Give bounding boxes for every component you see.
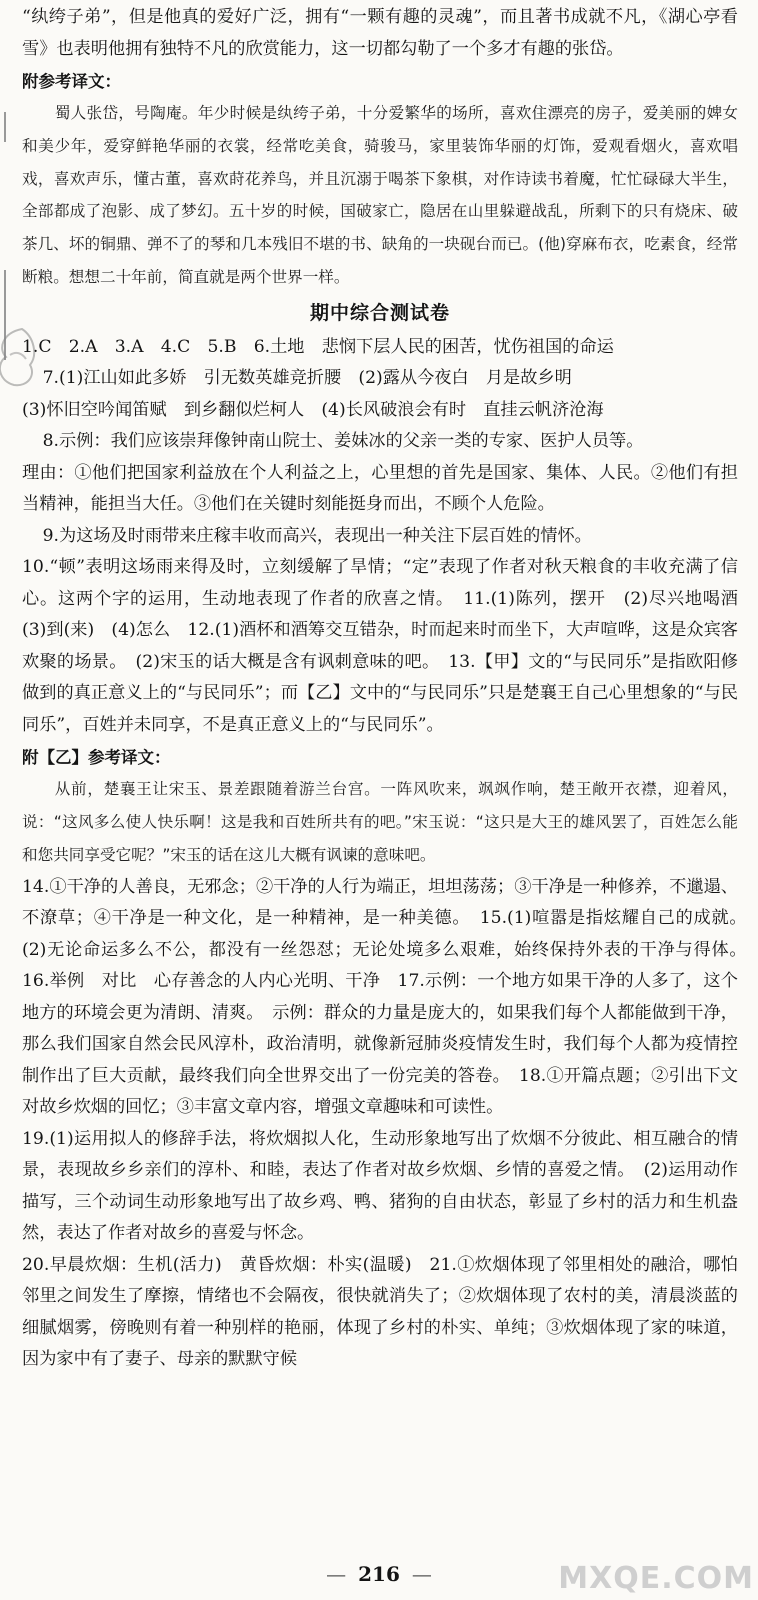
answer-19: 19.(1)运用拟人的修辞手法，将炊烟拟人化，生动形象地写出了炊烟不分彼此、相互融合的情景，表现故乡乡亲们的淳朴、和睦，表达了作者对故乡炊烟、乡情的喜爱之情。 (2)运用动作描写，三个动词生动形象地写出了故乡鸡、鸭、猪狗的自由状态，彰显了乡村的活力和生机盎然，表达了作者对故乡的喜爱与怀念。: [22, 1128, 738, 1244]
answer-8-reason: 理由：①他们把国家利益放在个人利益之上，心里想的首先是国家、集体、人民。②他们有担当精神，能担当大任。③他们在关键时刻能挺身而出，不顾个人危险。: [22, 462, 738, 515]
translation-heading: 附参考译文：: [22, 72, 121, 91]
answer-20-21: 20.早晨炊烟：生机(活力) 黄昏炊烟：朴实(温暖) 21.①炊烟体现了邻里相处的融洽，哪怕邻里之间发生了摩擦，情绪也不会隔夜，很快就消失了；②炊烟体现了农村的美，清晨淡蓝的细腻烟雾，傍晚则有着一种别样的艳丽，体现了乡村的朴实、单纯；③炊烟体现了家的味道，因为家中有了妻子、母亲的默默守候: [22, 1254, 738, 1370]
answer-14-18: 14.①干净的人善良，无邪念；②干净的人行为端正，坦坦荡荡；③干净是一种修养，不邋遢、不潦草；④干净是一种文化，是一种精神，是一种美德。 15.(1)喧嚣是指炫耀自己的成就。 (2)无论命运多么不公，都没有一丝怨怼；无论处境多么艰难，始终保持外表的干净与得体。 16.举例 对比 心存善念的人内心光明、干净 17.示例：一个地方如果干净的人多了，这个地方的环境会更为清朗、清爽。 示例：群众的力量是庞大的，如果我们每个人都能做到干净，那么我们国家自然会民风淳朴，政治清明，就像新冠肺炎疫情发生时，我们每个人都为疫情控制作出了巨大贡献，最终我们向全世界交出了一份完美的答卷。 18.①开篇点题；②引出下文对故乡炊烟的回忆；③丰富文章内容，增强文章趣味和可读性。: [22, 876, 756, 1118]
translation-text-1: 蜀人张岱，号陶庵。年少时候是纨绔子弟，十分爱繁华的场所，喜欢住漂亮的房子，爱美丽的婢女和美少年，爱穿鲜艳华丽的衣裳，经常吃美食，骑骏马，家里装饰华丽的灯饰，爱观看烟火，喜欢唱戏，喜欢声乐，懂古董，喜欢莳花养鸟，并且沉溺于喝茶下象棋，对作诗读书着魔，忙忙碌碌大半生，全部都成了泡影、成了梦幻。五十岁的时候，国破家亡，隐居在山里躲避战乱，所剩下的只有烧床、破茶几、坏的铜鼎、弹不了的琴和几本残旧不堪的书、缺角的一块砚台而已。(他)穿麻布衣，吃素食，经常断粮。想想二十年前，简直就是两个世界一样。: [22, 104, 738, 286]
section-title: 期中综合测试卷: [309, 301, 450, 324]
answer-9: 9.为这场及时雨带来庄稼丰收而高兴，表现出一种关注下层百姓的情怀。: [42, 525, 592, 546]
answer-7-part1: 7.(1)江山如此多娇 引无数英雄竞折腰 (2)露从今夜白 月是故乡明: [42, 368, 572, 389]
answer-7-part2: (3)怀旧空吟闻笛赋 到乡翻似烂柯人 (4)长风破浪会有时 直挂云帆济沧海: [22, 399, 604, 420]
margin-bracket: [4, 112, 6, 142]
watermark: MXQE.COM: [558, 1561, 754, 1596]
page-number-value: 216: [358, 1562, 400, 1586]
answer-page: [22, 0, 756, 1376]
page-number: — 216 —: [326, 1562, 432, 1586]
top-paragraph: “纨绔子弟”，但是他真的爱好广泛，拥有“一颗有趣的灵魂”，而且著书成就不凡，《湖心亭看雪》也表明他拥有独特不凡的欣赏能力，这一切都勾勒了一个多才有趣的张岱。: [22, 7, 738, 59]
answer-10-13: 10.“顿”表明这场雨来得及时，立刻缓解了旱情；“定”表现了作者对秋天粮食的丰收充满了信心。这两个字的运用，生动地表现了作者的欣喜之情。 11.(1)陈列，摆开 (2)尽兴地喝酒 (3)到(来) (4)怎么 12.(1)酒杯和酒筹交互错杂，时而起来时而坐下，大声喧哗，这是众宾客欢聚的场景。 (2)宋玉的话大概是含有讽刺意味的吧。 13.【甲】文的“与民同乐”是指欧阳修做到的真正意义上的“与民同乐”；而【乙】文中的“与民同乐”只是楚襄王自己心里想象的“与民同乐”，百姓并未同享，不是真正意义上的“与民同乐”。: [22, 557, 756, 735]
translation-text-2: 从前，楚襄王让宋玉、景差跟随着游兰台宫。一阵风吹来，飒飒作响，楚王敞开衣襟，迎着风，说：“这风多么使人快乐啊！这是我和百姓所共有的吧。”宋玉说：“这只是大王的雄风罢了，百姓怎么能和您共同享受它呢？”宋玉的话在这儿大概有讽谏的意味吧。: [22, 780, 738, 864]
answer-8: 8.示例：我们应该崇拜像钟南山院士、姜妹冰的父亲一类的专家、医护人员等。: [42, 431, 644, 452]
answer-1-6: 1.C 2.A 3.A 4.C 5.B 6.土地 悲悯下层人民的困苦，忧伤祖国的命运: [22, 336, 614, 357]
translation-heading-2: 附【乙】参考译文：: [22, 748, 171, 768]
